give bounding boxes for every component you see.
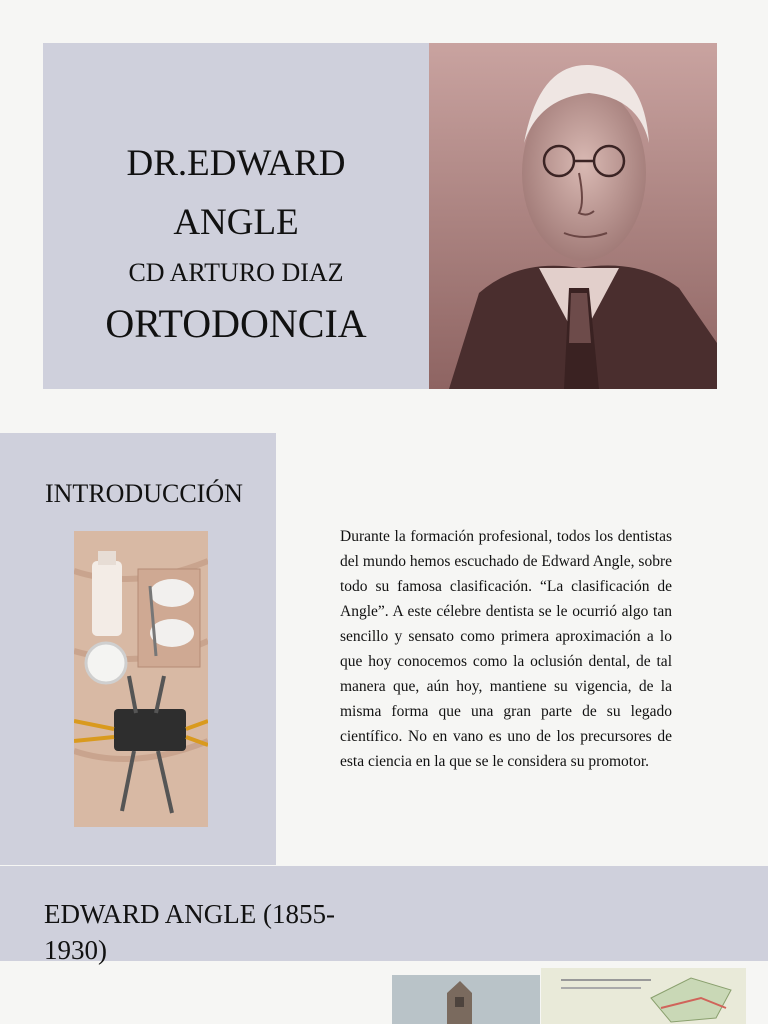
intro-heading: INTRODUCCIÓN: [45, 479, 243, 508]
title-line-2: ANGLE: [173, 202, 299, 243]
building-photo-thumbnail: [392, 975, 540, 1024]
bio-heading: EDWARD ANGLE (1855-1930): [44, 899, 335, 965]
dental-tools-photo: [74, 531, 208, 827]
subject-title: ORTODONCIA: [105, 301, 367, 346]
title-line-1: DR.EDWARD: [126, 143, 346, 184]
author-name: CD ARTURO DIAZ: [128, 258, 344, 287]
map-document-thumbnail: [541, 968, 746, 1024]
intro-paragraph: Durante la formación profesional, todos los dentistas del mundo hemos escuchado de Edward Angle, sobre todo su famosa clasificación. “La clasificación de Angle”. A este célebre dentista se le ocurrió algo tan sencillo y sensato como primera aproximación a lo que hoy conocemos como la oclusión dental, de tal manera que, aún hoy, mantiene su vigencia, de la misma forma que una gran parte de su legado científico. No en vano es uno de los precursores de esta ciencia en la que se le considera su promotor.: [340, 528, 672, 770]
portrait-photo: [429, 43, 717, 389]
